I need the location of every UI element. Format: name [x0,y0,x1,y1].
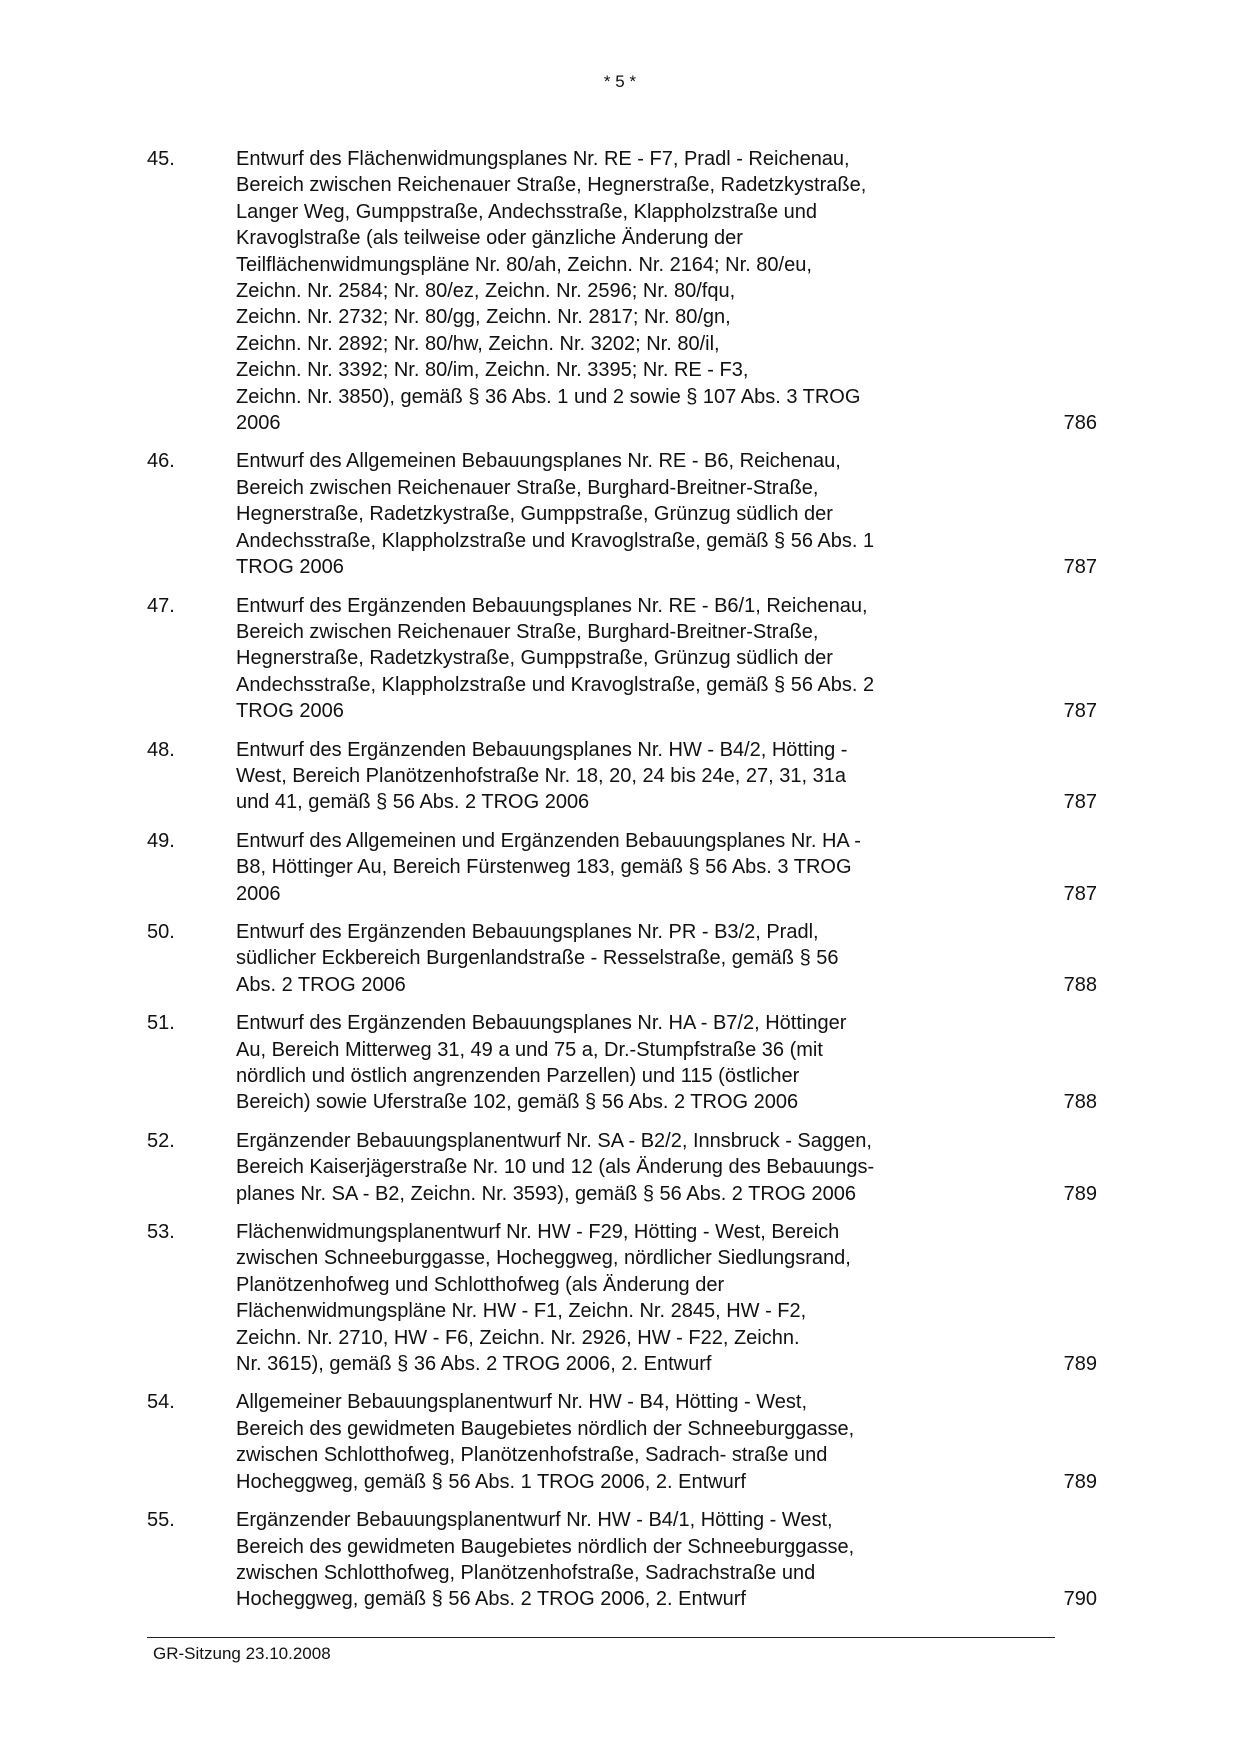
agenda-item [147,919,1097,998]
agenda-item-line: Planötzenhofweg und Schlotthofweg (als Änderung der [236,1273,725,1296]
agenda-item-line: Entwurf des Ergänzenden Bebauungsplanes Nr. PR - B3/2, Pradl, [236,920,819,943]
agenda-item-text [236,737,1026,816]
agenda-item-line: Allgemeiner Bebauungsplanentwurf Nr. HW - B4, Hötting - West, [236,1391,807,1414]
agenda-item-line: Entwurf des Allgemeinen und Ergänzenden Bebauungsplanes Nr. HA - [236,829,861,852]
agenda-item [147,1010,1097,1116]
agenda-item-page-number: 787 [1063,882,1097,905]
agenda-item-number: 52. [147,1129,175,1152]
agenda-item-text [236,1128,1026,1207]
agenda-item-number: 53. [147,1221,175,1244]
agenda-item-line: südlicher Eckbereich Burgenlandstraße - Resselstraße, gemäß § 56 [236,947,839,970]
agenda-item-page-number: 789 [1063,1353,1097,1376]
agenda-item-number: 51. [147,1012,175,1035]
agenda-item-line: Entwurf des Ergänzenden Bebauungsplanes Nr. HA - B7/2, Höttinger [236,1012,847,1035]
agenda-item-line: Ergänzender Bebauungsplanentwurf Nr. HW - B4/1, Hötting - West, [236,1509,833,1532]
agenda-item-line: 2006 [236,412,281,435]
agenda-item-number: 49. [147,829,175,852]
agenda-item-line: Bereich des gewidmeten Baugebietes nördlich der Schneeburggasse, [236,1535,855,1558]
agenda-item-line: Zeichn. Nr. 2710, HW - F6, Zeichn. Nr. 2926, HW - F22, Zeichn. [236,1326,800,1349]
agenda-item-line: Zeichn. Nr. 2584; Nr. 80/ez, Zeichn. Nr. 2596; Nr. 80/fqu, [236,280,736,303]
agenda-item [147,1507,1097,1613]
agenda-item-line: Entwurf des Ergänzenden Bebauungsplanes Nr. HW - B4/2, Hötting - [236,738,848,761]
agenda-item-line: Bereich) sowie Uferstraße 102, gemäß § 56 Abs. 2 TROG 2006 [236,1091,799,1114]
agenda-item-line: zwischen Schneeburggasse, Hocheggweg, nördlicher Siedlungsrand, [236,1247,851,1270]
agenda-item-line: Zeichn. Nr. 2892; Nr. 80/hw, Zeichn. Nr. 3202; Nr. 80/il, [236,332,720,355]
agenda-item-page-number: 788 [1063,1091,1097,1114]
agenda-item-text [236,1010,1026,1116]
agenda-item-line: Nr. 3615), gemäß § 36 Abs. 2 TROG 2006, 2. Entwurf [236,1353,712,1376]
footer-divider [147,1637,1055,1638]
agenda-item-page-number: 787 [1063,791,1097,814]
agenda-item-line: Flächenwidmungspläne Nr. HW - F1, Zeichn. Nr. 2845, HW - F2, [236,1300,807,1323]
agenda-item-text [236,919,1026,998]
agenda-item-line: Bereich zwischen Reichenauer Straße, Burghard-Breitner-Straße, [236,476,819,499]
agenda-item [147,1389,1097,1495]
agenda-item-line: Bereich des gewidmeten Baugebietes nördlich der Schneeburggasse, [236,1417,855,1440]
agenda-item-line: Hocheggweg, gemäß § 56 Abs. 2 TROG 2006, 2. Entwurf [236,1588,746,1611]
agenda-item [147,737,1097,816]
agenda-item-page-number: 788 [1063,973,1097,996]
agenda-item-line: Hegnerstraße, Radetzkystraße, Gumppstraße, Grünzug südlich der [236,503,833,526]
agenda-item-line: Entwurf des Ergänzenden Bebauungsplanes Nr. RE - B6/1, Reichenau, [236,594,868,617]
agenda-item-number: 50. [147,920,175,943]
agenda-item-line: Zeichn. Nr. 3392; Nr. 80/im, Zeichn. Nr. 3395; Nr. RE - F3, [236,359,749,382]
footer-meeting-date: GR-Sitzung 23.10.2008 [153,1644,331,1663]
agenda-item-page-number: 786 [1063,412,1097,435]
agenda-list [147,146,1097,1625]
agenda-item-text [236,1389,1026,1495]
agenda-item-line: Teilflächenwidmungspläne Nr. 80/ah, Zeichn. Nr. 2164; Nr. 80/eu, [236,253,812,276]
agenda-item-text [236,1219,1026,1377]
agenda-item-page-number: 790 [1063,1588,1097,1611]
agenda-item-line: TROG 2006 [236,556,344,579]
agenda-item-text [236,828,1026,907]
agenda-item-text [236,448,1026,580]
agenda-item-line: Hocheggweg, gemäß § 56 Abs. 1 TROG 2006, 2. Entwurf [236,1470,746,1493]
agenda-item-page-number: 789 [1063,1182,1097,1205]
agenda-item-line: Zeichn. Nr. 2732; Nr. 80/gg, Zeichn. Nr. 2817; Nr. 80/gn, [236,306,731,329]
agenda-item-line: planes Nr. SA - B2, Zeichn. Nr. 3593), gemäß § 56 Abs. 2 TROG 2006 [236,1182,856,1205]
agenda-item-line: Ergänzender Bebauungsplanentwurf Nr. SA - B2/2, Innsbruck - Saggen, [236,1129,872,1152]
agenda-item-line: Abs. 2 TROG 2006 [236,973,406,996]
agenda-item-line: Au, Bereich Mitterweg 31, 49 a und 75 a, Dr.-Stumpfstraße 36 (mit [236,1038,823,1061]
agenda-item-line: Bereich zwischen Reichenauer Straße, Hegnerstraße, Radetzkystraße, [236,174,867,197]
agenda-item-line: Zeichn. Nr. 3850), gemäß § 36 Abs. 1 und 2 sowie § 107 Abs. 3 TROG [236,385,861,408]
agenda-item-line: Flächenwidmungsplanentwurf Nr. HW - F29, Hötting - West, Bereich [236,1221,840,1244]
agenda-item-text [236,593,1026,725]
agenda-item-line: Kravoglstraße (als teilweise oder gänzliche Änderung der [236,227,743,250]
agenda-item-number: 48. [147,738,175,761]
agenda-item-line: Hegnerstraße, Radetzkystraße, Gumppstraße, Grünzug südlich der [236,647,833,670]
agenda-item-text [236,1507,1026,1613]
agenda-item-line: Bereich Kaiserjägerstraße Nr. 10 und 12 (als Änderung des Bebauungs- [236,1156,875,1179]
agenda-item-line: Andechsstraße, Klappholzstraße und Kravoglstraße, gemäß § 56 Abs. 1 [236,529,875,552]
agenda-item-page-number: 787 [1063,700,1097,723]
agenda-item-number: 45. [147,148,175,170]
agenda-item-page-number: 789 [1063,1470,1097,1493]
agenda-item-number: 47. [147,594,175,617]
agenda-item-number: 54. [147,1391,175,1414]
agenda-item-line: TROG 2006 [236,700,344,723]
agenda-item-line: Entwurf des Flächenwidmungsplanes Nr. RE - F7, Pradl - Reichenau, [236,148,850,170]
agenda-item-text [236,146,1026,436]
agenda-item-line: und 41, gemäß § 56 Abs. 2 TROG 2006 [236,791,590,814]
page-number: * 5 * [603,72,637,91]
agenda-item-line: zwischen Schlotthofweg, Planötzenhofstraße, Sadrachstraße und [236,1561,816,1584]
agenda-item [147,146,1097,436]
agenda-item-line: Entwurf des Allgemeinen Bebauungsplanes Nr. RE - B6, Reichenau, [236,450,841,473]
agenda-item [147,1128,1097,1207]
agenda-item-line: 2006 [236,882,281,905]
agenda-item-number: 55. [147,1509,175,1532]
agenda-item-line: nördlich und östlich angrenzenden Parzellen) und 115 (östlicher [236,1065,800,1087]
agenda-item-line: Langer Weg, Gumppstraße, Andechsstraße, Klappholzstraße und [236,200,818,223]
agenda-item [147,448,1097,580]
agenda-item [147,1219,1097,1377]
agenda-item-line: B8, Höttinger Au, Bereich Fürstenweg 183, gemäß § 56 Abs. 3 TROG [236,856,852,879]
agenda-item [147,593,1097,725]
agenda-item-line: zwischen Schlotthofweg, Planötzenhofstraße, Sadrach- straße und [236,1444,828,1467]
agenda-item [147,828,1097,907]
agenda-item-page-number: 787 [1063,556,1097,579]
agenda-item-number: 46. [147,450,175,473]
agenda-item-line: West, Bereich Planötzenhofstraße Nr. 18, 20, 24 bis 24e, 27, 31, 31a [236,764,846,787]
agenda-item-line: Andechsstraße, Klappholzstraße und Kravoglstraße, gemäß § 56 Abs. 2 [236,673,875,696]
agenda-item-line: Bereich zwischen Reichenauer Straße, Burghard-Breitner-Straße, [236,620,819,643]
